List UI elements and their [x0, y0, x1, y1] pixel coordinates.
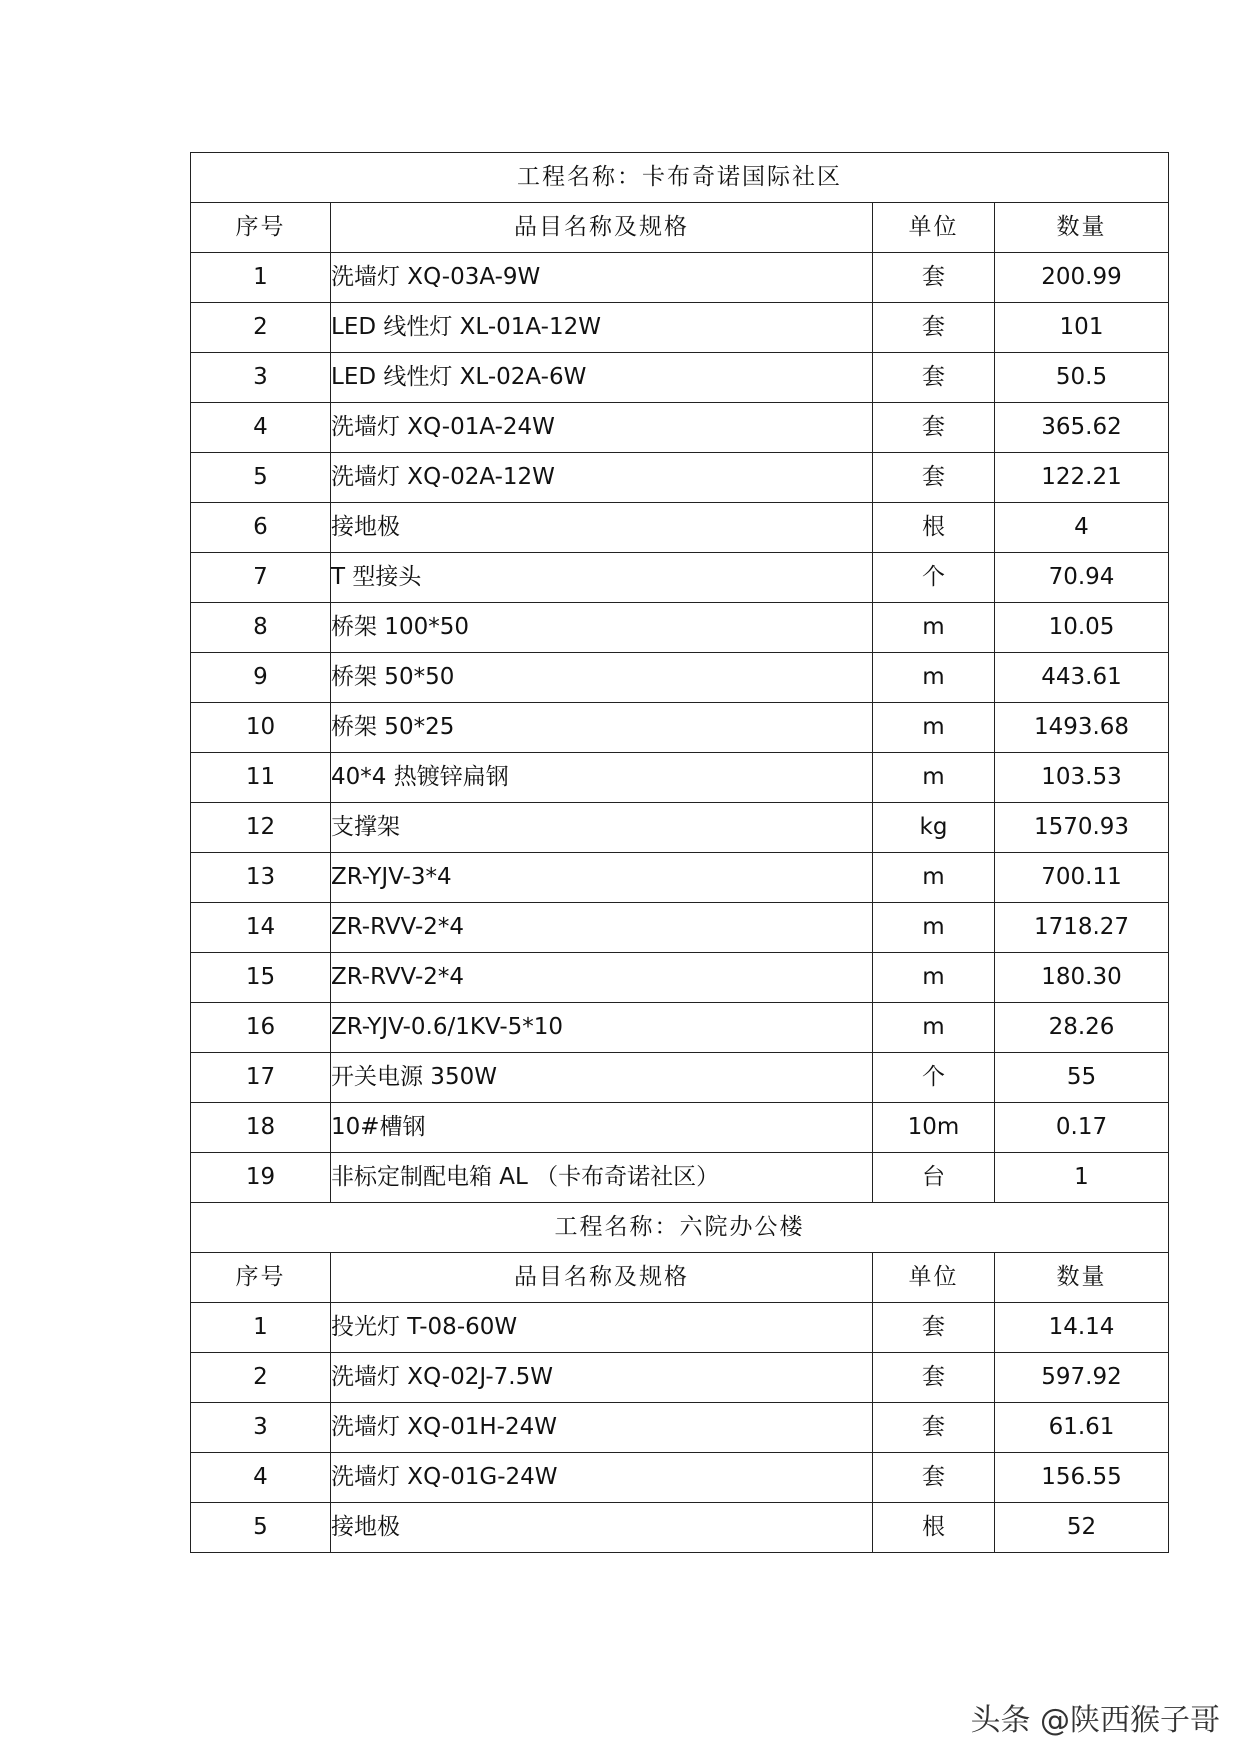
item-name: 接地极: [331, 503, 873, 553]
item-name: ZR-YJV-0.6/1KV-5*10: [331, 1003, 873, 1053]
row-index: 17: [191, 1053, 331, 1103]
table-row: [191, 1053, 1169, 1103]
unit: 套: [873, 303, 995, 353]
table-row: [191, 1303, 1169, 1353]
table-row: [191, 703, 1169, 753]
row-index: 6: [191, 503, 331, 553]
quantity: 180.30: [995, 953, 1169, 1003]
unit: m: [873, 703, 995, 753]
item-name: ZR-RVV-2*4: [331, 953, 873, 1003]
row-index: 15: [191, 953, 331, 1003]
item-name: ZR-RVV-2*4: [331, 903, 873, 953]
row-index: 4: [191, 1453, 331, 1503]
quantity-table-body: [191, 153, 1169, 1553]
project-title: 工程名称：卡布奇诺国际社区: [191, 153, 1169, 203]
table-row: [191, 1353, 1169, 1403]
table-row: [191, 603, 1169, 653]
quantity: 61.61: [995, 1403, 1169, 1453]
row-index: 3: [191, 1403, 331, 1453]
unit: 套: [873, 353, 995, 403]
project-title-row: [191, 153, 1169, 203]
quantity: 55: [995, 1053, 1169, 1103]
row-index: 14: [191, 903, 331, 953]
quantity: 365.62: [995, 403, 1169, 453]
item-name: 洗墙灯 XQ-01H-24W: [331, 1403, 873, 1453]
item-name: 洗墙灯 XQ-01G-24W: [331, 1453, 873, 1503]
item-name: ZR-YJV-3*4: [331, 853, 873, 903]
header-index: 序号: [191, 203, 331, 253]
header-index: 序号: [191, 1253, 331, 1303]
quantity: 156.55: [995, 1453, 1169, 1503]
table-row: [191, 953, 1169, 1003]
quantity: 14.14: [995, 1303, 1169, 1353]
unit: m: [873, 1003, 995, 1053]
item-name: 桥架 50*25: [331, 703, 873, 753]
quantity: 10.05: [995, 603, 1169, 653]
unit: m: [873, 753, 995, 803]
quantity: 4: [995, 503, 1169, 553]
item-name: 支撑架: [331, 803, 873, 853]
item-name: 桥架 50*50: [331, 653, 873, 703]
quantity: 1570.93: [995, 803, 1169, 853]
table-row: [191, 1003, 1169, 1053]
table-row: [191, 653, 1169, 703]
unit: m: [873, 853, 995, 903]
quantity: 1493.68: [995, 703, 1169, 753]
row-index: 2: [191, 303, 331, 353]
row-index: 8: [191, 603, 331, 653]
item-name: LED 线性灯 XL-01A-12W: [331, 303, 873, 353]
unit: 套: [873, 403, 995, 453]
row-index: 2: [191, 1353, 331, 1403]
row-index: 1: [191, 1303, 331, 1353]
row-index: 7: [191, 553, 331, 603]
item-name: 接地极: [331, 1503, 873, 1553]
quantity: 200.99: [995, 253, 1169, 303]
item-name: 投光灯 T-08-60W: [331, 1303, 873, 1353]
header-item: 品目名称及规格: [331, 1253, 873, 1303]
header-item: 品目名称及规格: [331, 203, 873, 253]
quantity: 700.11: [995, 853, 1169, 903]
quantity: 101: [995, 303, 1169, 353]
quantity: 1718.27: [995, 903, 1169, 953]
row-index: 12: [191, 803, 331, 853]
row-index: 5: [191, 1503, 331, 1553]
item-name: 非标定制配电箱 AL （卡布奇诺社区）: [331, 1153, 873, 1203]
quantity: 70.94: [995, 553, 1169, 603]
quantity: 103.53: [995, 753, 1169, 803]
item-name: 洗墙灯 XQ-02J-7.5W: [331, 1353, 873, 1403]
table-row: [191, 1503, 1169, 1553]
row-index: 19: [191, 1153, 331, 1203]
table-row: [191, 453, 1169, 503]
row-index: 5: [191, 453, 331, 503]
header-quantity: 数量: [995, 1253, 1169, 1303]
item-name: T 型接头: [331, 553, 873, 603]
header-unit: 单位: [873, 1253, 995, 1303]
project-title-row: [191, 1203, 1169, 1253]
unit: 台: [873, 1153, 995, 1203]
table-row: [191, 353, 1169, 403]
quantity: 28.26: [995, 1003, 1169, 1053]
header-quantity: 数量: [995, 203, 1169, 253]
quantity: 52: [995, 1503, 1169, 1553]
quantity: 0.17: [995, 1103, 1169, 1153]
unit: kg: [873, 803, 995, 853]
row-index: 10: [191, 703, 331, 753]
header-row: [191, 1253, 1169, 1303]
row-index: 18: [191, 1103, 331, 1153]
quantity: 1: [995, 1153, 1169, 1203]
project-title: 工程名称：六院办公楼: [191, 1203, 1169, 1253]
table-row: [191, 903, 1169, 953]
table-row: [191, 1453, 1169, 1503]
unit: 套: [873, 253, 995, 303]
quantity: 443.61: [995, 653, 1169, 703]
header-row: [191, 203, 1169, 253]
item-name: 10#槽钢: [331, 1103, 873, 1153]
unit: 套: [873, 1403, 995, 1453]
watermark: 头条 @陕西猴子哥: [970, 1703, 1220, 1738]
unit: 个: [873, 553, 995, 603]
item-name: 开关电源 350W: [331, 1053, 873, 1103]
table-row: [191, 403, 1169, 453]
unit: m: [873, 653, 995, 703]
item-name: 40*4 热镀锌扁钢: [331, 753, 873, 803]
unit: 套: [873, 1303, 995, 1353]
table-row: [191, 1153, 1169, 1203]
item-name: 洗墙灯 XQ-03A-9W: [331, 253, 873, 303]
item-name: 桥架 100*50: [331, 603, 873, 653]
row-index: 9: [191, 653, 331, 703]
item-name: 洗墙灯 XQ-02A-12W: [331, 453, 873, 503]
table-row: [191, 1403, 1169, 1453]
row-index: 3: [191, 353, 331, 403]
quantity: 50.5: [995, 353, 1169, 403]
table-row: [191, 303, 1169, 353]
header-unit: 单位: [873, 203, 995, 253]
table-row: [191, 803, 1169, 853]
table-row: [191, 503, 1169, 553]
row-index: 13: [191, 853, 331, 903]
unit: 根: [873, 503, 995, 553]
unit: 根: [873, 1503, 995, 1553]
unit: m: [873, 953, 995, 1003]
unit: 套: [873, 1453, 995, 1503]
item-name: LED 线性灯 XL-02A-6W: [331, 353, 873, 403]
quantity: 122.21: [995, 453, 1169, 503]
table-row: [191, 753, 1169, 803]
row-index: 16: [191, 1003, 331, 1053]
row-index: 1: [191, 253, 331, 303]
item-name: 洗墙灯 XQ-01A-24W: [331, 403, 873, 453]
unit: m: [873, 603, 995, 653]
row-index: 4: [191, 403, 331, 453]
table-row: [191, 853, 1169, 903]
unit: m: [873, 903, 995, 953]
unit: 套: [873, 1353, 995, 1403]
table-row: [191, 253, 1169, 303]
unit: 套: [873, 453, 995, 503]
row-index: 11: [191, 753, 331, 803]
quantity-table: [190, 152, 1169, 1553]
quantity: 597.92: [995, 1353, 1169, 1403]
unit: 10m: [873, 1103, 995, 1153]
table-row: [191, 553, 1169, 603]
table-row: [191, 1103, 1169, 1153]
unit: 个: [873, 1053, 995, 1103]
